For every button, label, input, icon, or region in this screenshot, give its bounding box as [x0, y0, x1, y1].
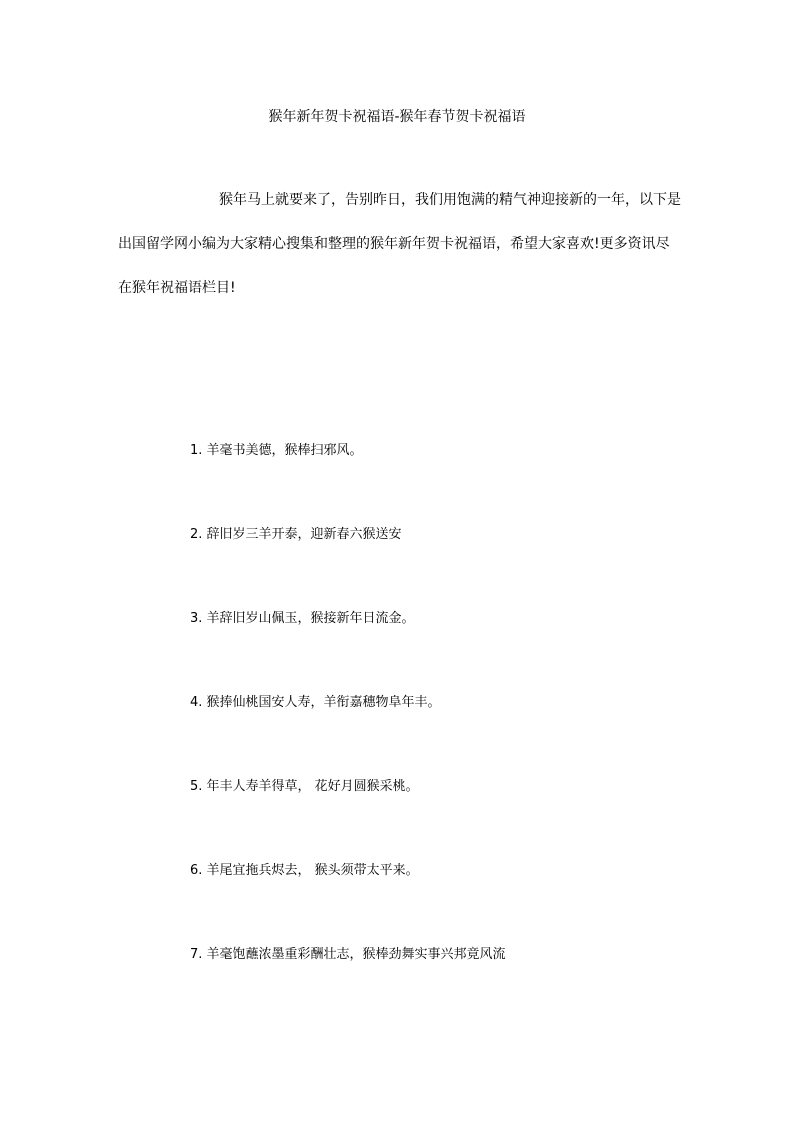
intro-paragraph [118, 188, 686, 320]
list-item: 5. 年丰人寿羊得草， 花好月圆猴采桃。 [190, 779, 419, 794]
list-item: 1. 羊毫书美德，猴棒扫邪风。 [190, 443, 363, 458]
list-item: 4. 猴捧仙桃国安人寿，羊衔嘉穗物阜年丰。 [190, 695, 441, 710]
list-item: 7. 羊毫饱蘸浓墨重彩酬壮志，猴棒劲舞实事兴邦竟风流 [190, 947, 506, 962]
list-item: 2. 辞旧岁三羊开泰，迎新春六猴送安 [190, 527, 402, 542]
list-item: 3. 羊辞旧岁山佩玉，猴接新年日流金。 [190, 611, 415, 626]
intro-line: 在猴年祝福语栏目! [118, 280, 236, 296]
list-item: 6. 羊尾宜拖兵烬去， 猴头须带太平来。 [190, 863, 419, 878]
greeting-list [190, 439, 710, 1027]
intro-line: 出国留学网小编为大家精心搜集和整理的猴年新年贺卡祝福语，希望大家喜欢!更多资讯尽 [118, 236, 670, 252]
intro-line: 猴年马上就要来了，告别昨日，我们用饱满的精气神迎接新的一年，以下是 [219, 192, 681, 208]
document-title: 猴年新年贺卡祝福语-猴年春节贺卡祝福语 [268, 109, 526, 125]
